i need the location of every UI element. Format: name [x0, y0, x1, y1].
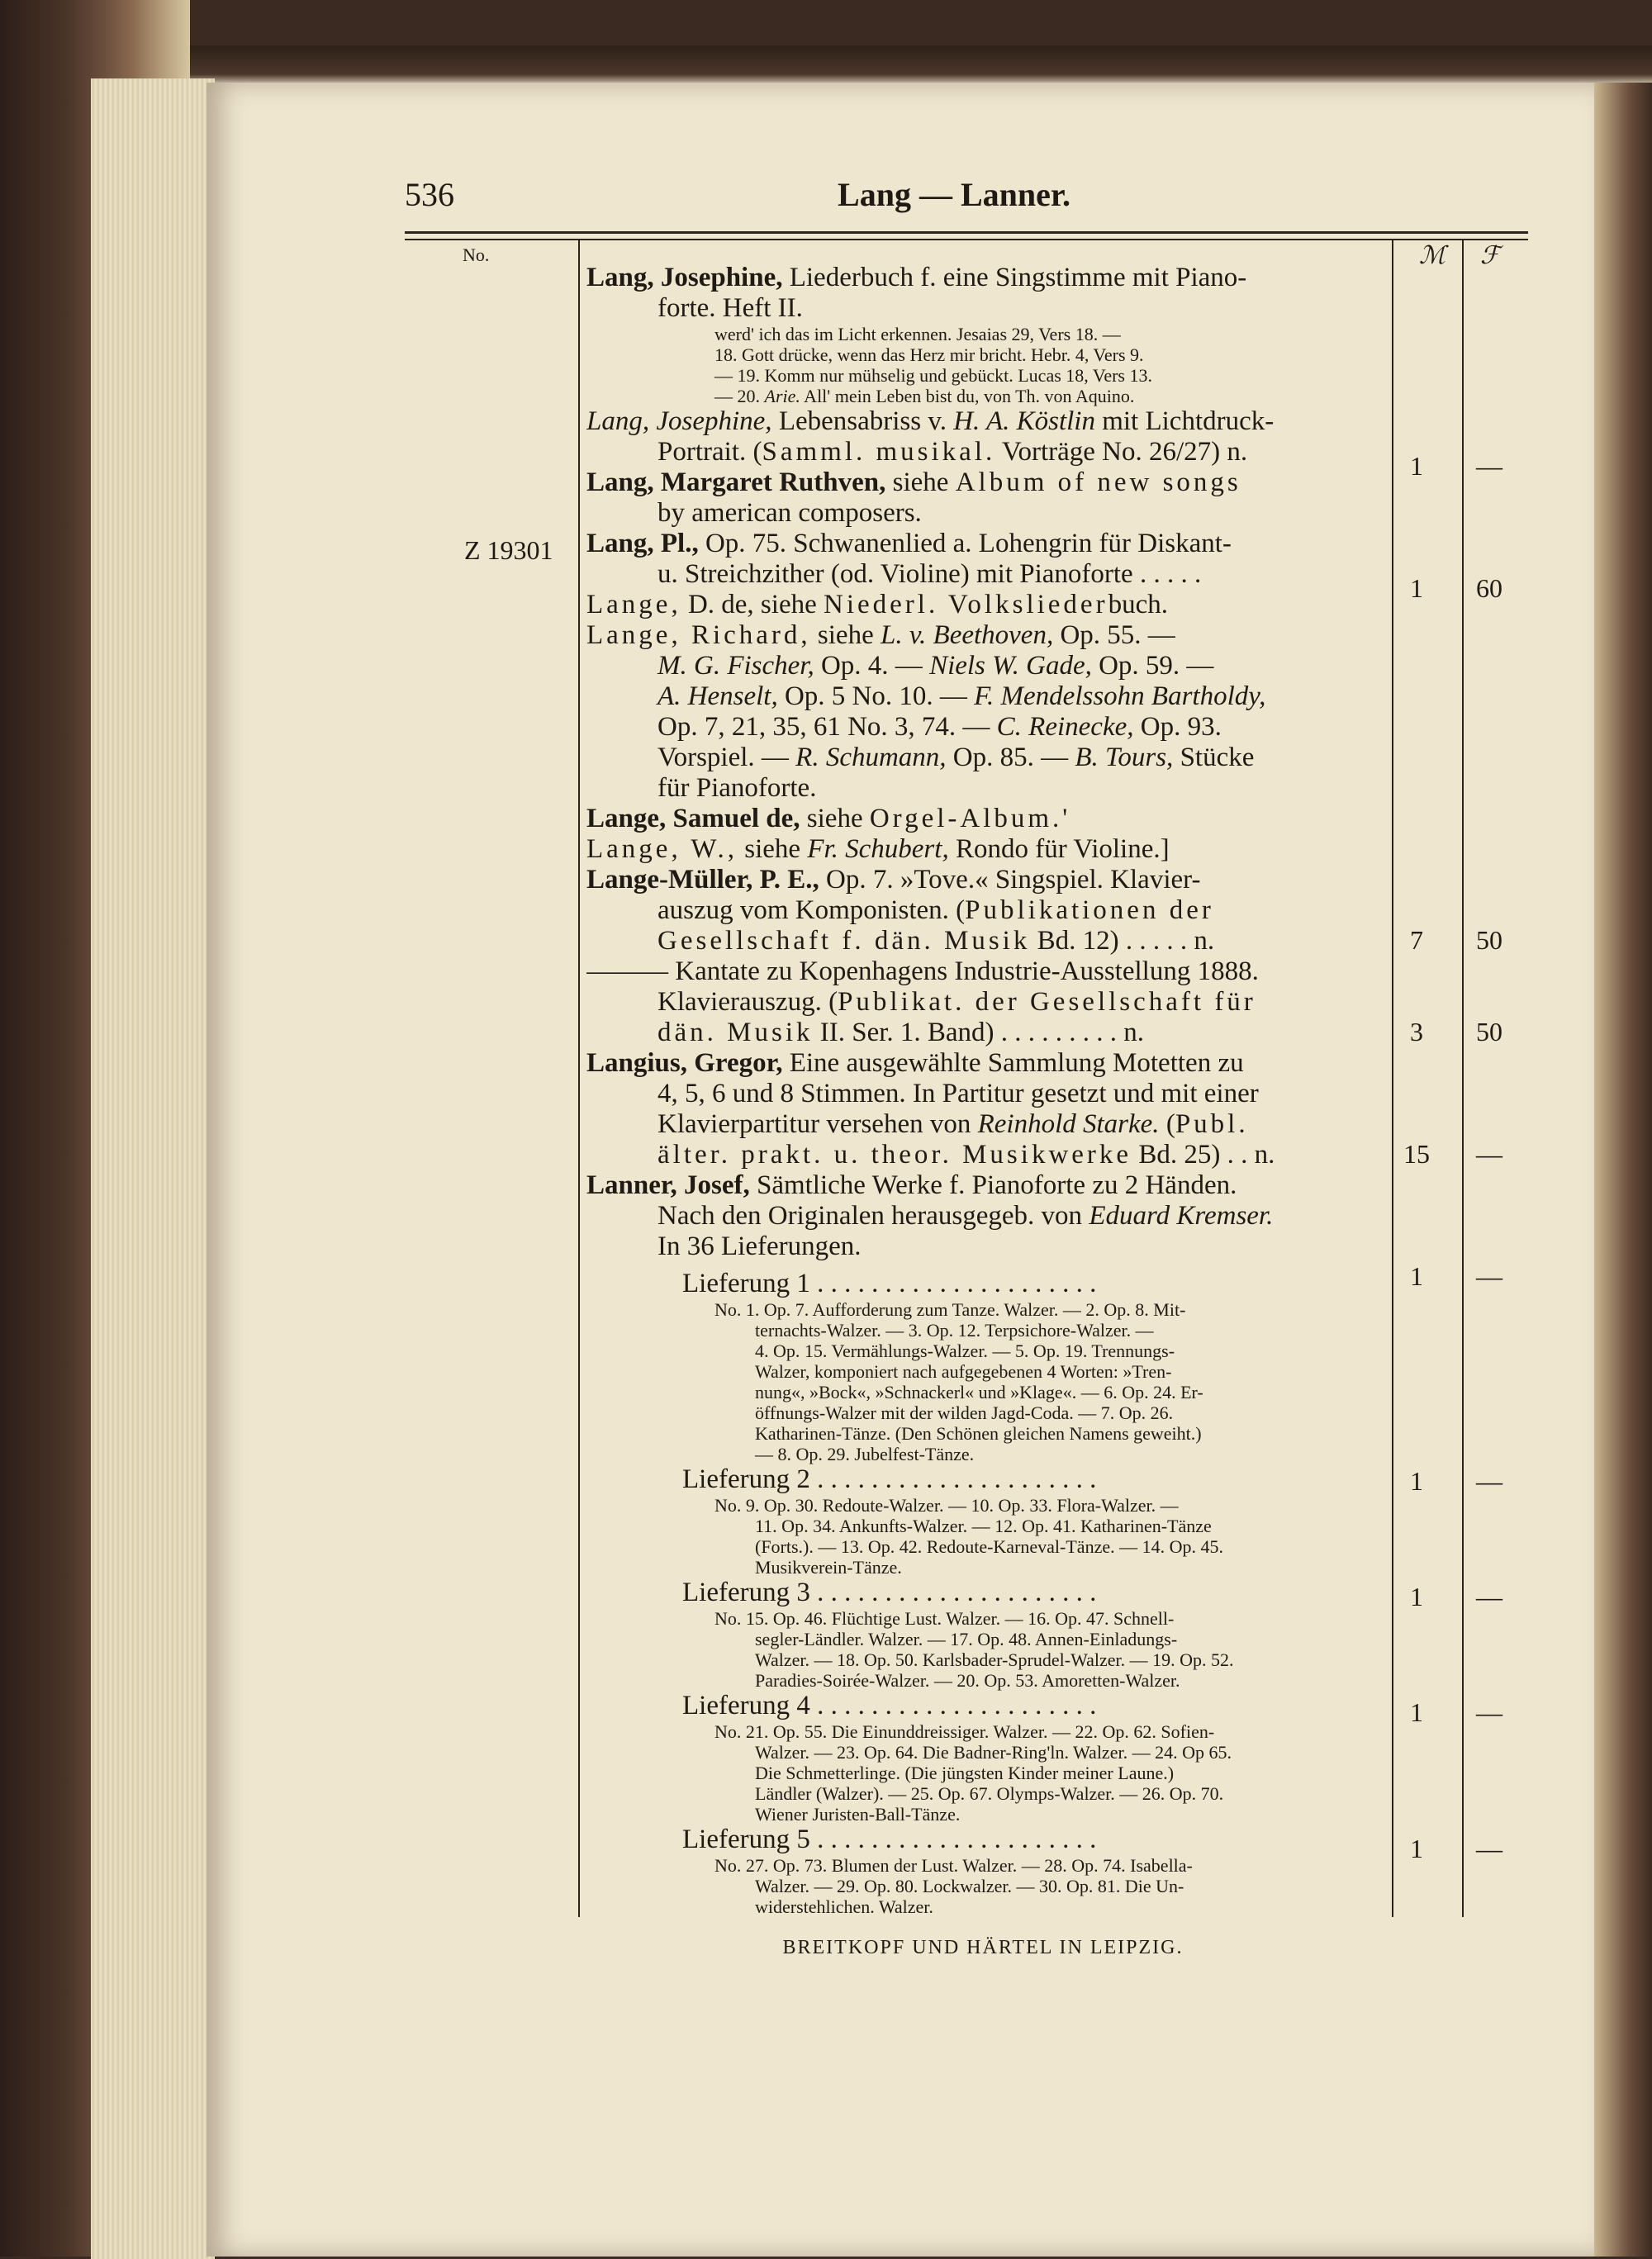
price-mark: 3: [1410, 1017, 1423, 1046]
price-mark: 1: [1410, 1697, 1423, 1727]
entry-line: ——— Kantate zu Kopenhagens Industrie-Ausstellung 1888.: [586, 956, 1259, 986]
entry-line: Paradies-Soirée-Walzer. — 20. Op. 53. Amoretten-Walzer.: [755, 1670, 1180, 1691]
column-header-mark: ℳ: [1419, 242, 1446, 269]
entry-line: Klavierauszug. (Publikat. der Gesellschaft für: [657, 987, 1256, 1017]
entry-line: öffnungs-Walzer mit der wilden Jagd-Coda. — 7. Op. 26.: [755, 1402, 1174, 1423]
entry-line: werd' ich das im Licht erkennen. Jesaias 29, Vers 18. —: [714, 324, 1121, 344]
entry-line: Walzer, komponiert nach aufgegebenen 4 Worten: »Tren-: [755, 1361, 1172, 1382]
entry-line: Lieferung 5 . . . . . . . . . . . . . . . . . . . . .: [682, 1825, 1097, 1854]
entry-line: No. 27. Op. 73. Blumen der Lust. Walzer. — 28. Op. 74. Isabella-: [714, 1855, 1193, 1876]
entry-line: älter. prakt. u. theor. Musikwerke Bd. 25) . . n.: [657, 1140, 1275, 1170]
entry-line: u. Streichzither (od. Violine) mit Pianoforte . . . . .: [657, 559, 1202, 589]
spacer: [586, 1262, 1388, 1269]
price-pfennig: —: [1476, 1697, 1502, 1727]
price-mark: 1: [1410, 573, 1423, 603]
entry-line: — 19. Komm nur mühselig und gebückt. Lucas 18, Vers 13.: [714, 365, 1152, 386]
entry-line: Walzer. — 29. Op. 80. Lockwalzer. — 30. Op. 81. Die Un-: [755, 1876, 1184, 1896]
catalog-number: Z 19301: [464, 535, 553, 565]
entry-line: Lieferung 2 . . . . . . . . . . . . . . . . . . . . .: [682, 1464, 1097, 1494]
entry-line: Portrait. (Samml. musikal. Vorträge No. 26/27) n.: [657, 437, 1248, 467]
entry-line: Lang, Josephine, Lebensabriss v. H. A. Köstlin mit Lichtdruck-: [586, 406, 1275, 436]
price-pfennig: —: [1476, 1582, 1502, 1611]
entry-line: Lieferung 1 . . . . . . . . . . . . . . . . . . . . .: [682, 1269, 1097, 1298]
entry-line: In 36 Lieferungen.: [657, 1232, 862, 1261]
entry-line: Vorspiel. — R. Schumann, Op. 85. — B. Tours, Stücke: [657, 743, 1255, 772]
entry-line: No. 21. Op. 55. Die Einunddreissiger. Walzer. — 22. Op. 62. Sofien-: [714, 1721, 1215, 1742]
entry-line: segler-Ländler. Walzer. — 17. Op. 48. Annen-Einladungs-: [755, 1629, 1178, 1649]
column-header-no: No.: [463, 244, 490, 265]
catalog-entries: [586, 263, 1388, 1917]
column-rule-mark: [1392, 239, 1393, 1917]
book-right-edge: [1594, 83, 1652, 2257]
entry-line: forte. Heft II.: [657, 293, 803, 323]
entry-line: Lieferung 3 . . . . . . . . . . . . . . . . . . . . .: [682, 1578, 1097, 1607]
entry-line: 4, 5, 6 und 8 Stimmen. In Partitur gesetzt und mit einer: [657, 1079, 1259, 1108]
entry-line: 11. Op. 34. Ankunfts-Walzer. — 12. Op. 41. Katharinen-Tänze: [755, 1516, 1212, 1536]
entry-line: Walzer. — 23. Op. 64. Die Badner-Ring'ln. Walzer. — 24. Op 65.: [755, 1742, 1232, 1763]
entry-line: Lange, D. de, siehe Niederl. Volksliederbuch.: [586, 590, 1168, 619]
entry-line: Ländler (Walzer). — 25. Op. 67. Olymps-Walzer. — 26. Op. 70.: [755, 1783, 1224, 1804]
price-mark: 15: [1403, 1139, 1430, 1169]
column-rule-number: [578, 239, 580, 1917]
price-mark: 1: [1410, 451, 1423, 481]
entry-line: Op. 7, 21, 35, 61 No. 3, 74. — C. Reinecke, Op. 93.: [657, 712, 1222, 742]
price-pfennig: —: [1476, 1466, 1502, 1496]
entry-line: Musikverein-Tänze.: [755, 1557, 902, 1578]
price-pfennig: 60: [1476, 573, 1502, 603]
column-header-pfennig: ℱ: [1480, 242, 1500, 269]
entry-line: (Forts.). — 13. Op. 42. Redoute-Karneval-Tänze. — 14. Op. 45.: [755, 1536, 1223, 1557]
publisher-footer: BREITKOPF UND HÄRTEL IN LEIPZIG.: [782, 1937, 1184, 1958]
price-pfennig: —: [1476, 1261, 1502, 1291]
header-rule-bottom: [405, 239, 1528, 240]
entry-line: Lang, Margaret Ruthven, siehe Album of new songs: [586, 467, 1241, 497]
price-mark: 1: [1410, 1261, 1423, 1291]
price-pfennig: 50: [1476, 1017, 1502, 1046]
entry-line: Lieferung 4 . . . . . . . . . . . . . . . . . . . . .: [682, 1691, 1097, 1720]
entry-line: — 8. Op. 29. Jubelfest-Tänze.: [755, 1444, 975, 1464]
entry-line: No. 15. Op. 46. Flüchtige Lust. Walzer. — 16. Op. 47. Schnell-: [714, 1608, 1175, 1629]
entry-line: Gesellschaft f. dän. Musik Bd. 12) . . . . . n.: [657, 926, 1215, 956]
price-mark: 1: [1410, 1582, 1423, 1611]
entry-line: Wiener Juristen-Ball-Tänze.: [755, 1804, 961, 1825]
entry-line: für Pianoforte.: [657, 773, 817, 803]
entry-line: 18. Gott drücke, wenn das Herz mir bricht. Hebr. 4, Vers 9.: [714, 344, 1144, 365]
page-stack-edges: [91, 78, 215, 2259]
entry-line: M. G. Fischer, Op. 4. — Niels W. Gade, Op. 59. —: [657, 651, 1214, 681]
entry-line: Klavierpartitur versehen von Reinhold Starke. (Publ.: [657, 1109, 1249, 1139]
price-pfennig: —: [1476, 1139, 1502, 1169]
book-top-edge: [41, 45, 1652, 87]
entry-line: by american composers.: [657, 498, 922, 528]
page-number: 536: [405, 176, 454, 213]
entry-line: Lange, Samuel de, siehe Orgel-Album.': [586, 804, 1068, 833]
header-rule-top: [405, 231, 1528, 234]
entry-line: Lange, W., siehe Fr. Schubert, Rondo für Violine.]: [586, 834, 1170, 864]
entry-line: No. 9. Op. 30. Redoute-Walzer. — 10. Op. 33. Flora-Walzer. —: [714, 1495, 1179, 1516]
price-pfennig: —: [1476, 451, 1502, 481]
entry-line: Walzer. — 18. Op. 50. Karlsbader-Sprudel-Walzer. — 19. Op. 52.: [755, 1649, 1234, 1670]
entry-line: 4. Op. 15. Vermählungs-Walzer. — 5. Op. 19. Trennungs-: [755, 1341, 1175, 1361]
entry-line: dän. Musik II. Ser. 1. Band) . . . . . . . . . n.: [657, 1018, 1145, 1047]
price-mark: 7: [1410, 925, 1423, 955]
entry-line: Langius, Gregor, Eine ausgewählte Sammlung Motetten zu: [586, 1048, 1244, 1078]
price-mark: 1: [1410, 1466, 1423, 1496]
entry-line: auszug vom Komponisten. (Publikationen der: [657, 895, 1214, 925]
entry-line: — 20. Arie. All' mein Leben bist du, von Th. von Aquino.: [714, 386, 1135, 406]
entry-line: A. Henselt, Op. 5 No. 10. — F. Mendelssohn Bartholdy,: [657, 681, 1266, 711]
entry-line: nung«, »Bock«, »Schnackerl« und »Klage«. — 6. Op. 24. Er-: [755, 1382, 1203, 1402]
entry-line: Lange-Müller, P. E., Op. 7. »Tove.« Singspiel. Klavier-: [586, 865, 1201, 895]
price-pfennig: 50: [1476, 925, 1502, 955]
entry-line: Katharinen-Tänze. (Den Schönen gleichen Namens geweiht.): [755, 1423, 1202, 1444]
entry-line: Lang, Josephine, Liederbuch f. eine Singstimme mit Piano-: [586, 263, 1247, 292]
column-rule-pfennig: [1462, 239, 1464, 1917]
page-header: [405, 175, 1503, 225]
price-pfennig: —: [1476, 1834, 1502, 1863]
entry-line: Lang, Pl., Op. 75. Schwanenlied a. Lohengrin für Diskant-: [586, 529, 1232, 558]
entry-line: Nach den Originalen herausgegeb. von Eduard Kremser.: [657, 1201, 1274, 1231]
entry-line: widerstehlichen. Walzer.: [755, 1896, 933, 1917]
page-title: Lang — Lanner.: [838, 176, 1070, 213]
entry-line: No. 1. Op. 7. Aufforderung zum Tanze. Walzer. — 2. Op. 8. Mit-: [714, 1299, 1186, 1320]
entry-line: Lanner, Josef, Sämtliche Werke f. Pianoforte zu 2 Händen.: [586, 1170, 1237, 1200]
price-mark: 1: [1410, 1834, 1423, 1863]
entry-line: Lange, Richard, siehe L. v. Beethoven, Op. 55. —: [586, 620, 1175, 650]
entry-line: ternachts-Walzer. — 3. Op. 12. Terpsichore-Walzer. —: [755, 1320, 1154, 1341]
entry-line: Die Schmetterlinge. (Die jüngsten Kinder meiner Laune.): [755, 1763, 1175, 1783]
